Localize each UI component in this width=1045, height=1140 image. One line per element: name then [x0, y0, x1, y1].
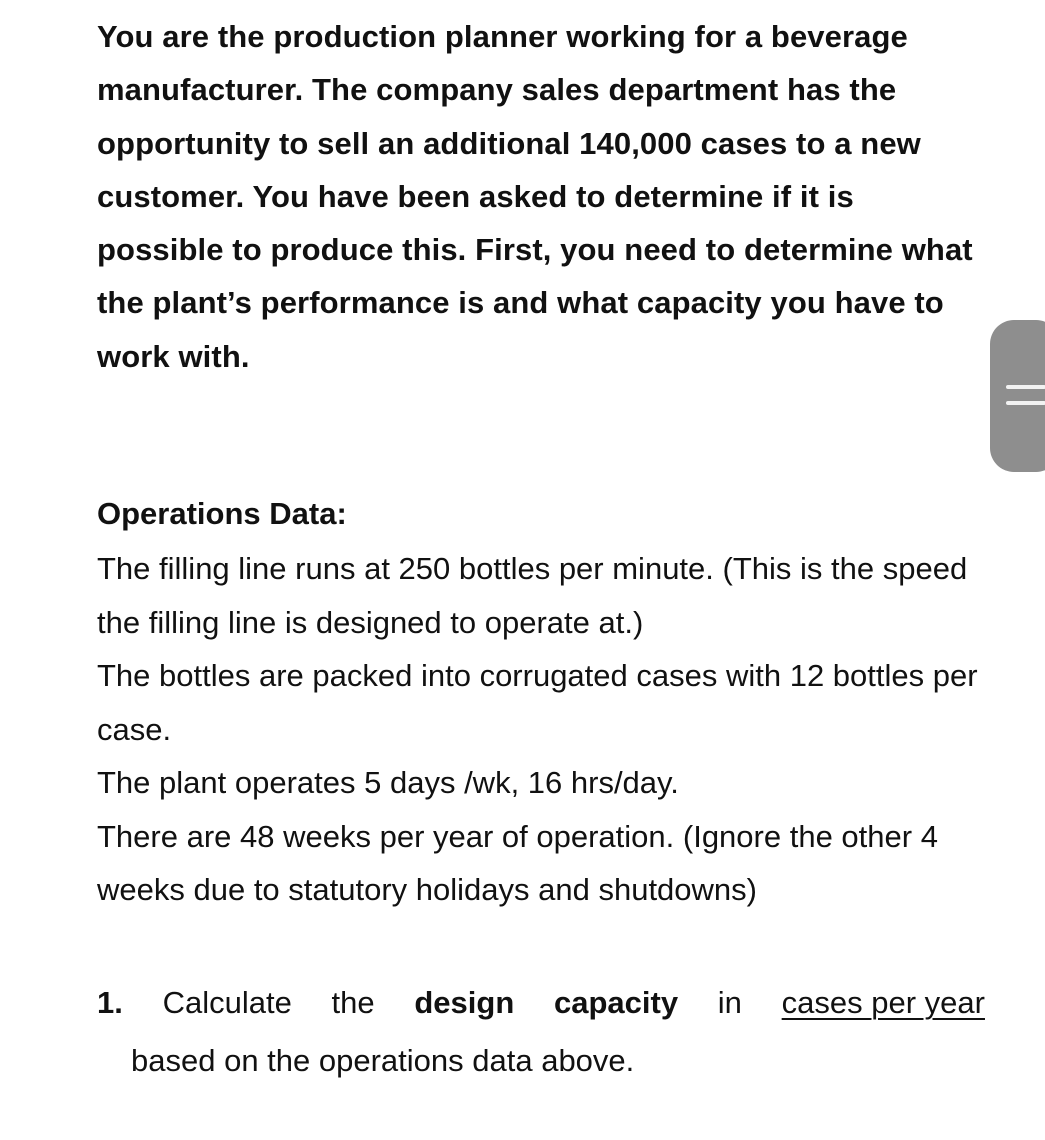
operations-data-body [97, 542, 1002, 917]
operations-line-case-pack: The bottles are packed into corrugated cases with 12 bottles per case. [97, 658, 978, 747]
question-1-line-1 [97, 974, 985, 1032]
drag-handle-icon [1006, 401, 1045, 405]
question-word-the: the [331, 985, 375, 1020]
question-number: 1. [97, 985, 123, 1020]
question-units: cases per year [781, 985, 985, 1020]
intro-paragraph: You are the production planner working for a beverage manufacturer. The company sales department has the opportunity to sell an additional 140,000 cases to a new customer. You have been asked to determine if it is possible to produce this. First, you need to determine what the plant’s performance is and what capacity you have to work with. [97, 19, 973, 374]
question-term-capacity: capacity [554, 985, 679, 1020]
question-1-line-2: based on the operations data above. [131, 1043, 635, 1078]
operations-line-weeks: There are 48 weeks per year of operation. (Ignore the other 4 weeks due to statutory holidays and shutdowns) [97, 818, 938, 907]
scroll-handle[interactable] [990, 320, 1045, 472]
operations-line-schedule: The plant operates 5 days /wk, 16 hrs/day. [97, 765, 679, 800]
question-word-in: in [717, 985, 742, 1020]
question-1 [97, 974, 987, 1090]
question-term-design: design [414, 985, 515, 1020]
operations-data-heading: Operations Data: [97, 496, 347, 531]
operations-line-filling-speed: The filling line runs at 250 bottles per minute. (This is the speed the filling line is designed to operate at.) [97, 551, 968, 640]
question-word-calculate: Calculate [162, 985, 292, 1020]
drag-handle-icon [1006, 385, 1045, 389]
